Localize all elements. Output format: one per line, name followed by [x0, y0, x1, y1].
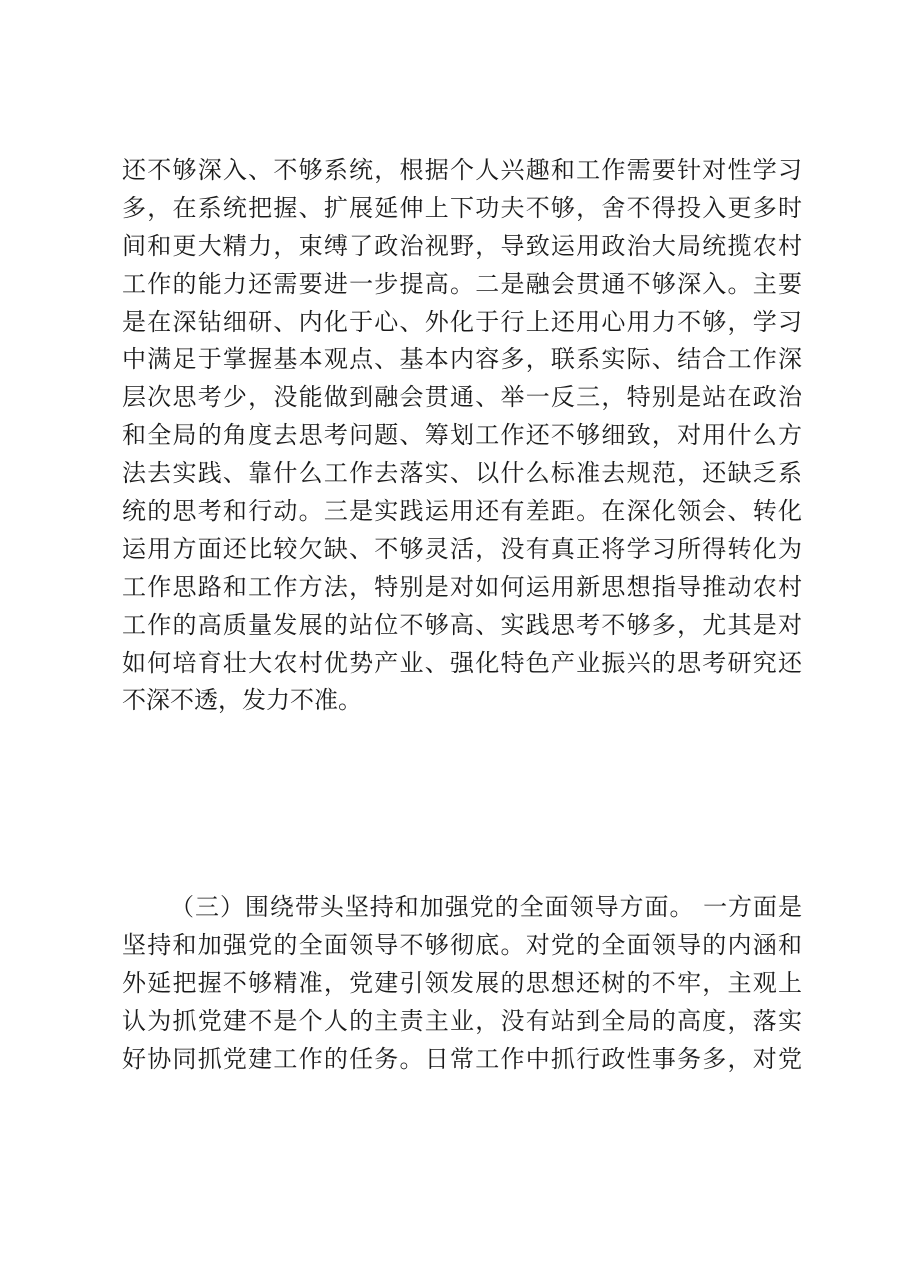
paragraph-line: 是在深钻细研、内化于心、外化于行上还用心用力不够，学习	[122, 307, 802, 336]
paragraph-line: 工作的能力还需要进一步提高。二是融会贯通不够深入。主要	[122, 269, 802, 298]
paragraph-line: 工作思路和工作方法，特别是对如何运用新思想指导推动农村	[122, 572, 802, 601]
paragraph-line: 和全局的角度去思考问题、筹划工作还不够细致，对用什么方	[122, 421, 802, 450]
paragraph-line: 运用方面还比较欠缺、不够灵活，没有真正将学习所得转化为	[122, 534, 802, 563]
paragraph-study-shortcomings	[122, 152, 802, 720]
paragraph-line: 还不够深入、不够系统，根据个人兴趣和工作需要针对性学习	[122, 156, 802, 184]
paragraph-line: 层次思考少，没能做到融会贯通、举一反三，特别是站在政治	[122, 383, 802, 412]
paragraph-line: 好协同抓党建工作的任务。日常工作中抓行政性事务多，对党	[122, 1044, 802, 1073]
paragraph-line: 不深不透，发力不准。	[122, 686, 362, 715]
paragraph-party-leadership	[122, 889, 802, 1078]
paragraph-line: 坚持和加强党的全面领导不够彻底。对党的全面领导的内涵和	[122, 930, 802, 959]
paragraph-line: 外延把握不够精准，党建引领发展的思想还树的不牢，主观上	[122, 968, 802, 997]
paragraph-line: 多，在系统把握、扩展延伸上下功夫不够，舍不得投入更多时	[122, 193, 802, 222]
section-heading-line: （三）围绕带头坚持和加强党的全面领导方面。 一方面是	[170, 893, 802, 921]
paragraph-line: 认为抓党建不是个人的主责主业，没有站到全局的高度，落实	[122, 1006, 802, 1035]
paragraph-line: 统的思考和行动。三是实践运用还有差距。在深化领会、转化	[122, 497, 802, 526]
paragraph-line: 中满足于掌握基本观点、基本内容多，联系实际、结合工作深	[122, 345, 802, 374]
paragraph-line: 间和更大精力，束缚了政治视野，导致运用政治大局统揽农村	[122, 231, 802, 260]
paragraph-line: 如何培育壮大农村优势产业、强化特色产业振兴的思考研究还	[122, 648, 802, 677]
paragraph-line: 工作的高质量发展的站位不够高、实践思考不够多，尤其是对	[122, 610, 802, 639]
paragraph-line: 法去实践、靠什么工作去落实、以什么标准去规范，还缺乏系	[122, 459, 802, 488]
